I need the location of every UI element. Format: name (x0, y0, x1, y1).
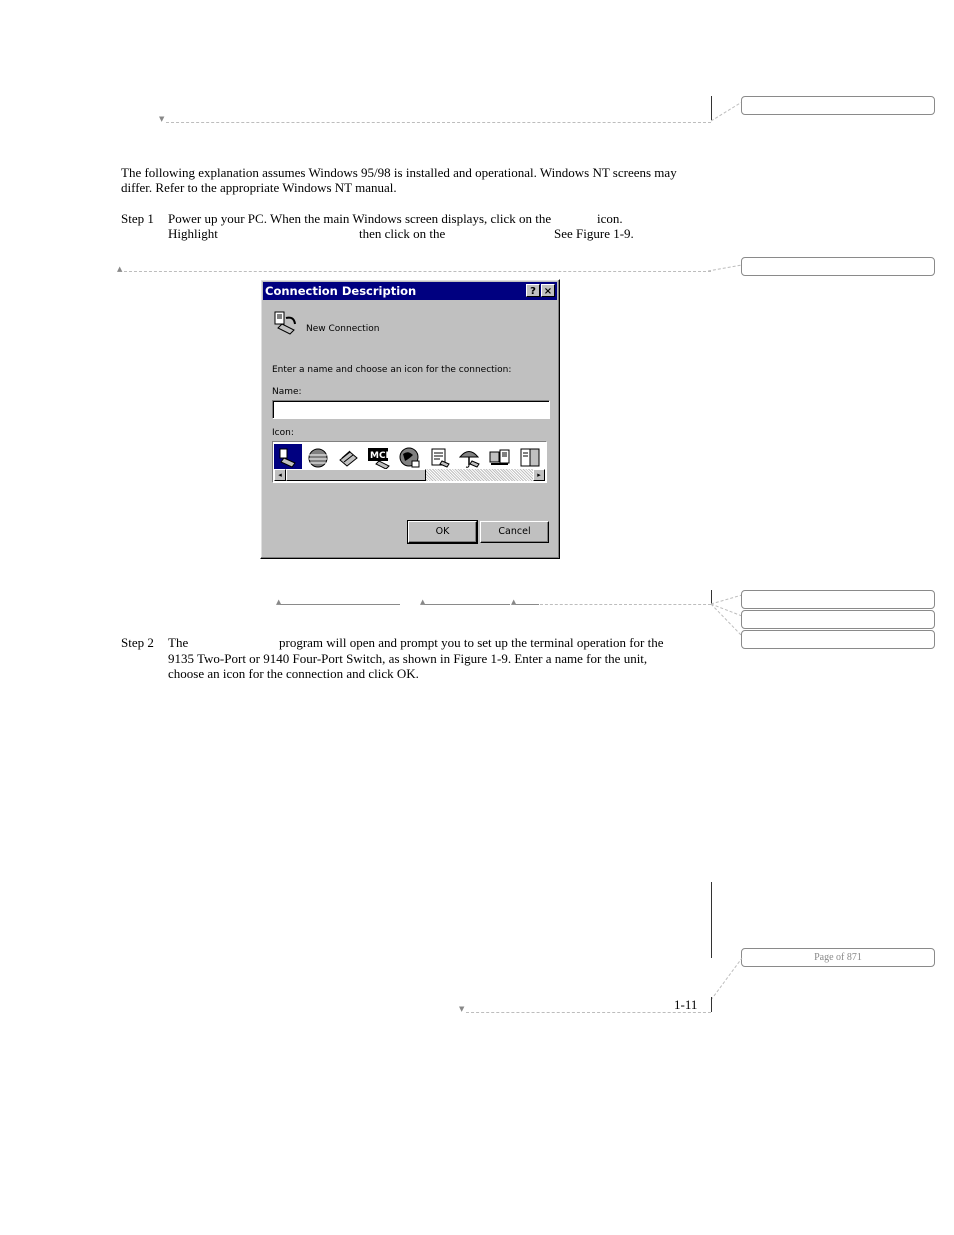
step1-label: Step 1 (121, 211, 154, 226)
dialog-titlebar[interactable] (263, 282, 557, 300)
mci-icon-text: MCI (370, 451, 389, 461)
modem-stack-icon[interactable] (334, 444, 362, 472)
callout-connectors (711, 590, 743, 640)
connection-icon-option-selected[interactable] (274, 444, 302, 472)
page-indicator: Page of 871 (741, 948, 935, 967)
step1-line1-tail: icon. (597, 211, 623, 226)
callout-connector (708, 260, 744, 274)
phone-computer-icon[interactable] (486, 444, 514, 472)
ok-button[interactable]: OK (408, 521, 477, 543)
annotation-leader-line (124, 271, 711, 272)
intro-line-2: differ. Refer to the appropriate Windows NT manual. (121, 180, 397, 195)
anchor-marker-icon: ▲ (117, 265, 123, 273)
cancel-button[interactable]: Cancel (480, 521, 549, 543)
intro-line-1: The following explanation assumes Windows 95/98 is installed and operational. Windows NT screens may (121, 165, 677, 180)
name-label: Name: (272, 387, 302, 397)
globe-icon[interactable] (396, 444, 424, 472)
mci-icon[interactable] (366, 444, 394, 472)
document-phone-icon[interactable] (426, 444, 454, 472)
scrollbar-thumb[interactable] (286, 469, 426, 481)
annotation-callout[interactable] (741, 630, 935, 649)
annotation-callout[interactable] (741, 96, 935, 115)
umbrella-icon[interactable] (456, 444, 484, 472)
step2-line1-start: The (168, 635, 189, 650)
dialog-title: Connection Description (265, 284, 417, 298)
dialog-prompt: Enter a name and choose an icon for the connection: (272, 365, 512, 375)
step2-line2-text: 9135 Two-Port or 9140 Four-Port Switch, as shown in Figure 1-9. Enter a name for the unit, (168, 651, 648, 666)
annotation-leader-line (466, 1012, 711, 1013)
step1-line2-mid: then click on the (359, 226, 446, 241)
anchor-marker-icon: ▼ (459, 1005, 465, 1013)
page-number: 1-11 (674, 997, 698, 1012)
step1-line2-text: Highlight (168, 226, 218, 241)
callout-connector (711, 96, 743, 122)
change-bar (711, 882, 712, 958)
book-icon[interactable] (516, 444, 544, 472)
annotation-callout[interactable] (741, 590, 935, 609)
step2-line3-text: choose an icon for the connection and click OK. (168, 666, 419, 681)
anchor-marker-icon: ▲ (511, 598, 517, 606)
annotation-callout[interactable] (741, 610, 935, 629)
annotation-underline (280, 604, 400, 605)
close-button[interactable]: × (541, 284, 555, 297)
annotation-leader-line (166, 122, 711, 123)
callout-connector (708, 955, 744, 1005)
annotation-leader-line (540, 604, 711, 605)
new-connection-icon (272, 310, 298, 336)
annotation-callout[interactable] (741, 257, 935, 276)
help-button[interactable]: ? (526, 284, 540, 297)
anchor-marker-icon: ▲ (420, 598, 426, 606)
icon-label: Icon: (272, 428, 294, 438)
scroll-right-arrow-icon[interactable]: ▸ (533, 469, 545, 481)
step1-figure-ref: See Figure 1-9. (554, 226, 634, 241)
change-bar (711, 997, 712, 1012)
step1-line1-text: Power up your PC. When the main Windows screen displays, click on the (168, 211, 552, 226)
dialog-subtitle: New Connection (306, 324, 380, 334)
icon-picker[interactable] (272, 441, 547, 483)
step2-line1-text: program will open and prompt you to set up the terminal operation for the (279, 635, 664, 650)
annotation-underline (515, 604, 539, 605)
icon-scrollbar[interactable] (274, 469, 545, 481)
connection-description-dialog (260, 279, 560, 559)
name-input[interactable] (272, 400, 550, 419)
anchor-marker-icon: ▼ (159, 115, 165, 123)
globe-stripes-icon[interactable] (304, 444, 332, 472)
step2-label: Step 2 (121, 635, 154, 650)
annotation-underline (424, 604, 510, 605)
anchor-marker-icon: ▲ (276, 598, 282, 606)
scroll-left-arrow-icon[interactable]: ◂ (274, 469, 286, 481)
